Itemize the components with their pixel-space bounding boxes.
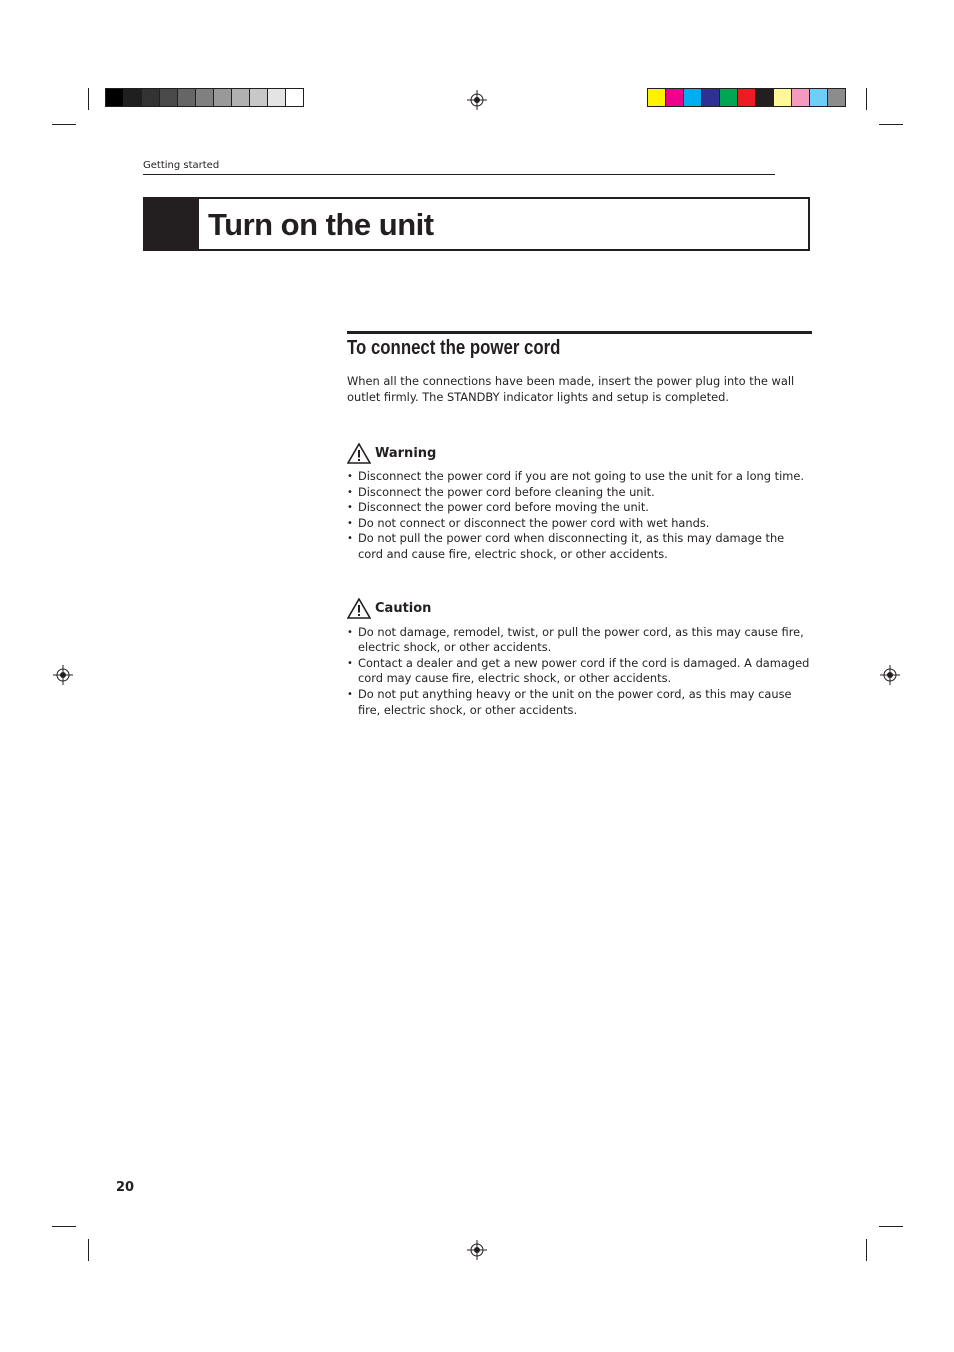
caution-list [347, 625, 812, 719]
warning-triangle-icon [347, 443, 371, 464]
warning-notice [347, 443, 812, 563]
gray-swatch [268, 89, 286, 106]
caution-notice [347, 599, 812, 719]
gray-swatch [286, 89, 303, 106]
gray-swatch [196, 89, 214, 106]
list-item: • Contact a dealer and get a new power cord if the cord is damaged. A damaged cord may cause fire, electric shock, or other accidents. [347, 656, 812, 687]
gray-swatch [160, 89, 178, 106]
color-swatch [756, 89, 774, 106]
registration-mark-icon [880, 665, 900, 685]
section-paragraph: When all the connections have been made, insert the power plug into the wall outlet firmly. The STANDBY indicator lights and setup is completed. [347, 374, 795, 404]
gray-swatch [178, 89, 196, 106]
list-item: • Disconnect the power cord before cleaning the unit. [347, 485, 812, 501]
gray-swatch [250, 89, 268, 106]
registration-mark-icon [53, 665, 73, 685]
running-head: Getting started [143, 160, 220, 171]
crop-mark [879, 124, 903, 125]
color-swatch [720, 89, 738, 106]
main-content [347, 331, 812, 718]
registration-mark-icon [467, 90, 487, 110]
header-rule [143, 174, 775, 175]
color-swatch [738, 89, 756, 106]
gray-swatch [142, 89, 160, 106]
page-title: Turn on the unit [208, 207, 434, 242]
warning-list [347, 469, 812, 563]
list-item: • Disconnect the power cord before moving the unit. [347, 500, 812, 516]
title-black-block [145, 199, 199, 249]
crop-mark [88, 88, 89, 110]
color-swatch [666, 89, 684, 106]
section-title: To connect the power cord [347, 337, 561, 359]
color-swatch [828, 89, 845, 106]
list-item: • Do not damage, remodel, twist, or pull the power cord, as this may cause fire, electric shock, or other accidents. [347, 625, 812, 656]
grayscale-swatch-bar [105, 88, 304, 107]
color-swatch [774, 89, 792, 106]
color-swatch [810, 89, 828, 106]
registration-mark-icon [467, 1240, 487, 1260]
caution-heading-row [347, 599, 812, 619]
page-number: 20 [116, 1180, 135, 1195]
page-title-box [143, 197, 810, 251]
gray-swatch [214, 89, 232, 106]
crop-mark [879, 1226, 903, 1227]
gray-swatch [106, 89, 124, 106]
list-item: • Disconnect the power cord if you are not going to use the unit for a long time. [347, 469, 812, 485]
color-swatch [792, 89, 810, 106]
warning-triangle-icon [347, 598, 371, 619]
crop-mark [866, 1239, 867, 1261]
color-swatch [648, 89, 666, 106]
crop-mark [866, 88, 867, 110]
warning-heading-row [347, 443, 812, 463]
color-swatch [684, 89, 702, 106]
crop-mark [88, 1239, 89, 1261]
gray-swatch [124, 89, 142, 106]
gray-swatch [232, 89, 250, 106]
crop-mark [52, 1226, 76, 1227]
list-item: • Do not connect or disconnect the power cord with wet hands. [347, 516, 812, 532]
caution-heading: Caution [375, 601, 432, 617]
color-swatch [702, 89, 720, 106]
warning-heading: Warning [375, 445, 437, 461]
crop-mark [52, 124, 76, 125]
list-item: • Do not put anything heavy or the unit on the power cord, as this may cause fire, electric shock, or other accidents. [347, 687, 812, 718]
section-rule [347, 331, 812, 334]
color-swatch-bar [647, 88, 846, 107]
list-item: • Do not pull the power cord when disconnecting it, as this may damage the cord and cause fire, electric shock, or other accidents. [347, 531, 812, 562]
